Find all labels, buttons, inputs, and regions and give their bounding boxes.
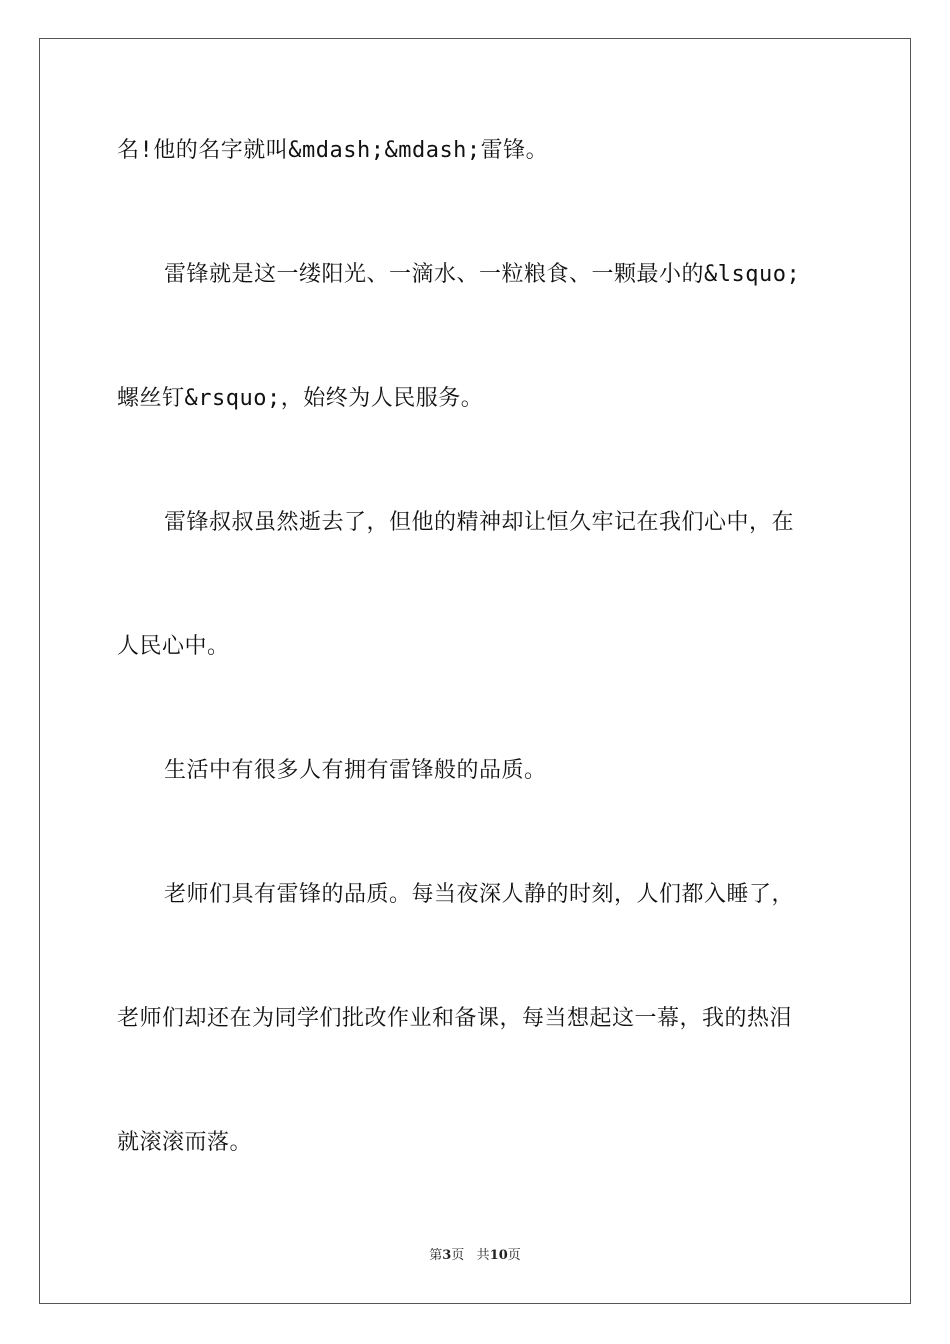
paragraph-line: 老师们具有雷锋的品质。每当夜深人静的时刻，人们都入睡了， (164, 882, 795, 907)
paragraph-line: 雷锋就是这一缕阳光、一滴水、一粒粮食、一颗最小的&lsquo; (164, 262, 801, 287)
paragraph-line: 老师们却还在为同学们批改作业和备课，每当想起这一幕，我的热泪 (117, 1006, 793, 1031)
paragraph-line: 生活中有很多人有拥有雷锋般的品质。 (164, 758, 547, 783)
page-border (39, 38, 911, 1304)
paragraph-line: 人民心中。 (117, 634, 230, 659)
paragraph-line: 螺丝钉&rsquo;，始终为人民服务。 (117, 386, 484, 411)
footer-page-prefix: 第 (429, 1248, 443, 1263)
paragraph-line: 就滚滚而落。 (117, 1130, 253, 1155)
footer-page-number: 3 (442, 1248, 452, 1263)
page-footer (0, 1246, 950, 1266)
footer-total-pages: 10 (489, 1248, 508, 1263)
footer-total-prefix: 共 (476, 1248, 490, 1263)
footer-total-suffix: 页 (507, 1248, 521, 1263)
paragraph-line: 雷锋叔叔虽然逝去了，但他的精神却让恒久牢记在我们心中，在 (164, 510, 795, 535)
paragraph-line: 名!他的名字就叫&mdash;&mdash;雷锋。 (117, 138, 549, 163)
footer-page-suffix: 页 (451, 1248, 465, 1263)
